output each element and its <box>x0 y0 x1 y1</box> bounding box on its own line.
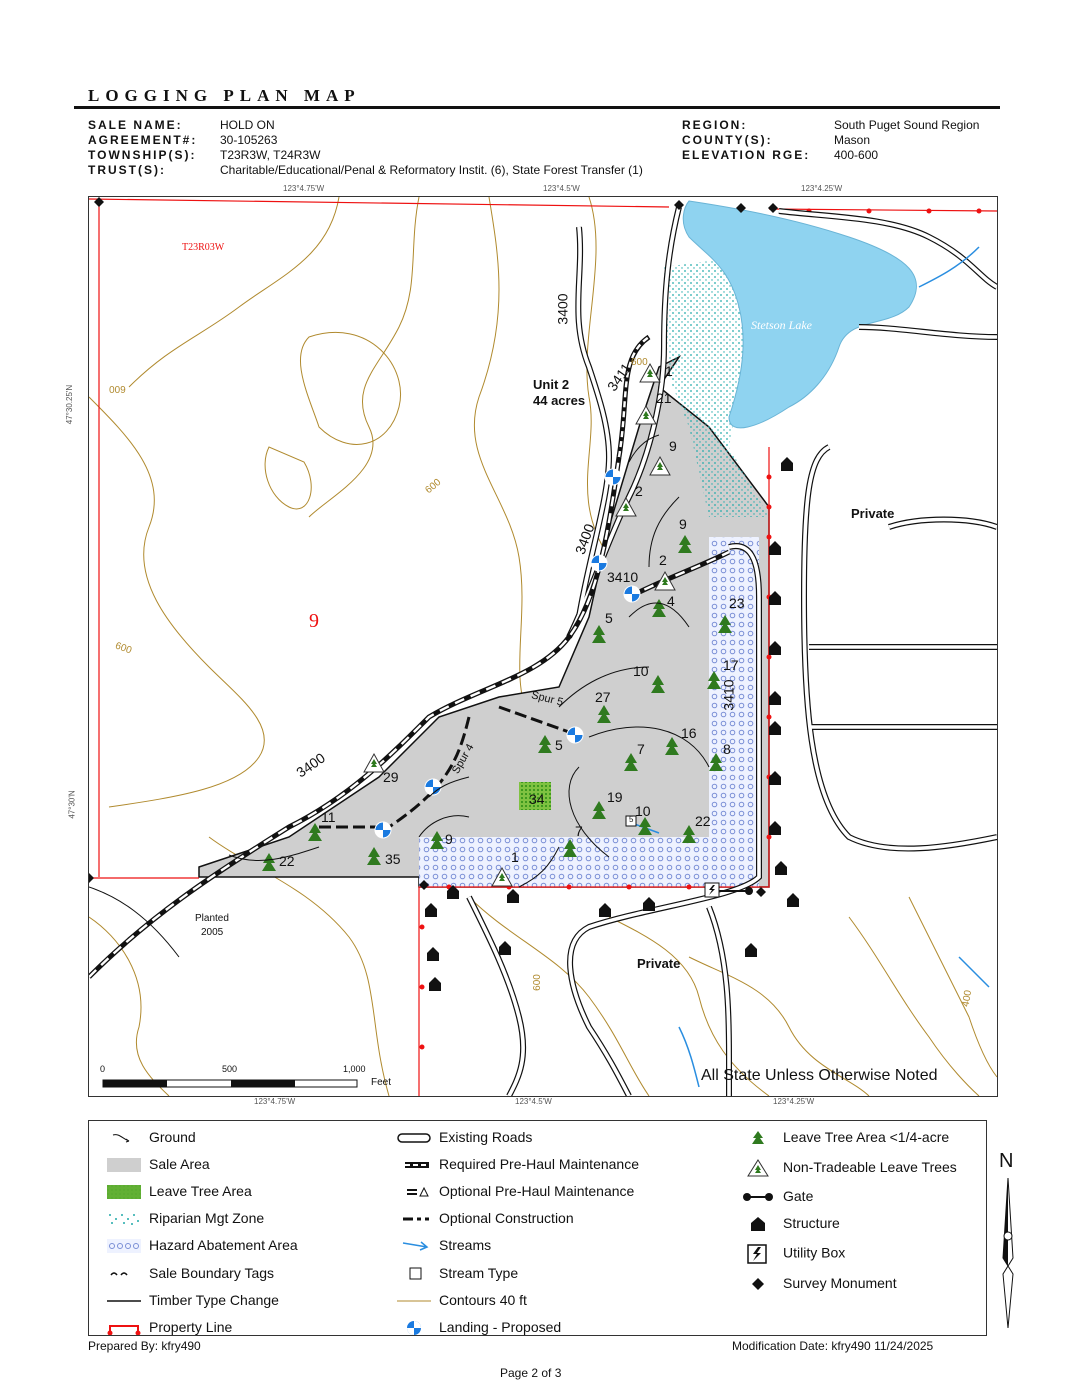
legend-gate: Gate <box>741 1188 813 1204</box>
lake-label: Stetson Lake <box>751 318 812 332</box>
planted-year: 2005 <box>201 927 224 938</box>
sale-area-swatch <box>107 1158 141 1172</box>
sale-name: HOLD ON <box>220 118 275 132</box>
stream-type-icon <box>397 1267 431 1281</box>
hazard-area-east <box>709 537 759 887</box>
tree-count: 4 <box>667 593 675 609</box>
optional-construction-icon <box>397 1212 431 1226</box>
agreement-label: AGREEMENT#: <box>88 133 198 147</box>
coord-top-1: 123°4.75'W <box>283 184 325 193</box>
section-label: 9 <box>309 610 319 632</box>
landing-icon <box>397 1321 431 1335</box>
spur-4-label: Spur 4 <box>449 741 477 777</box>
legend-leave-tree-area: Leave Tree Area <box>107 1183 252 1199</box>
optional-maintenance-icon <box>397 1185 431 1199</box>
legend-stream-type: Stream Type <box>397 1265 518 1281</box>
legend-boundary-tags: Sale Boundary Tags <box>107 1265 274 1281</box>
township: T23R3W, T24R3W <box>220 148 321 162</box>
legend <box>88 1120 987 1336</box>
tree-count: 34 <box>529 791 545 807</box>
coord-bottom-1: 123°4.75'W <box>254 1097 296 1106</box>
trust-label: TRUST(S): <box>88 163 166 177</box>
elevation: 400-600 <box>834 148 879 162</box>
hazard-swatch <box>107 1239 141 1253</box>
map-canvas <box>89 197 997 1096</box>
sale-name-label: SALE NAME: <box>88 118 183 132</box>
gate-icon <box>741 1190 775 1204</box>
header-left-values <box>220 118 643 178</box>
legend-hazard: Hazard Abatement Area <box>107 1237 298 1253</box>
legend-optional-construction: Optional Construction <box>397 1210 574 1226</box>
tree-count: 23 <box>729 595 745 611</box>
tree-count: 11 <box>321 809 336 825</box>
scale-tick-0: 0 <box>100 1064 106 1074</box>
tree-count: 10 <box>635 803 651 819</box>
county-label: COUNTY(S): <box>682 133 773 147</box>
timber-type-change <box>89 887 179 957</box>
hazard-area-south <box>419 837 709 887</box>
modification-date: Modification Date: kfry490 11/24/2025 <box>732 1339 934 1353</box>
map-frame[interactable] <box>88 196 998 1097</box>
scale-unit: Feet <box>371 1077 392 1088</box>
north-arrow-icon <box>995 1178 1021 1328</box>
agreement: 30-105263 <box>220 133 278 147</box>
legend-landing: Landing - Proposed <box>397 1319 561 1335</box>
property-line-icon <box>107 1321 141 1335</box>
existing-roads-icon <box>397 1131 431 1145</box>
timber-type-icon <box>107 1294 141 1308</box>
tree-count: 22 <box>279 853 295 869</box>
tree-count: 9 <box>679 516 687 532</box>
tree-count: 1 <box>665 363 673 379</box>
tree-count: 21 <box>656 390 672 406</box>
elevation-label: ELEVATION RGE: <box>682 148 811 162</box>
header-left <box>88 118 197 178</box>
road-label-3400-north: 3400 <box>554 293 571 325</box>
contour-label-2: 600 <box>423 476 444 497</box>
legend-property-line: Property Line <box>107 1319 232 1335</box>
tree-count: 19 <box>607 789 623 805</box>
region: South Puget Sound Region <box>834 118 980 132</box>
tree-count: 2 <box>635 483 643 499</box>
legend-timber-type: Timber Type Change <box>107 1292 279 1308</box>
tree-count: 9 <box>445 831 453 847</box>
road-label-3400-mid: 3400 <box>571 521 598 557</box>
tree-count: 35 <box>385 851 401 867</box>
stream-type-label: 5 <box>629 815 634 824</box>
utility-box-icon <box>741 1244 775 1264</box>
tree-count: 7 <box>575 823 583 839</box>
trust: Charitable/Educational/Penal & Reformatory Instit. (6), State Forest Transfer (1) <box>220 163 643 177</box>
contour-label-1: 600 <box>109 383 126 394</box>
tree-count: 2 <box>659 552 667 568</box>
state-note: All State Unless Otherwise Noted <box>701 1067 938 1084</box>
legend-required-maintenance: Required Pre-Haul Maintenance <box>397 1156 639 1172</box>
unit-label: Unit 2 <box>533 377 570 392</box>
spur-5-label: Spur 5 <box>530 689 565 709</box>
coord-top-2: 123°4.5'W <box>543 184 580 193</box>
tree-count: 8 <box>723 741 731 757</box>
road-label-3411: 3411 <box>603 360 635 394</box>
prepared-by: Prepared By: kfry490 <box>88 1339 201 1353</box>
contours-icon <box>397 1294 431 1308</box>
scale-tick-500: 500 <box>222 1064 238 1074</box>
survey-monument-icon <box>741 1277 775 1291</box>
title-rule <box>74 106 1000 109</box>
legend-non-tradeable: Non-Tradeable Leave Trees <box>741 1159 957 1177</box>
contour-label-3: 600 <box>113 640 134 657</box>
legend-utility-box: Utility Box <box>741 1244 845 1264</box>
coord-bottom-2: 123°4.5'W <box>515 1097 552 1106</box>
coord-bottom-3: 123°4.25'W <box>773 1097 815 1106</box>
legend-survey-monument: Survey Monument <box>741 1275 897 1291</box>
tree-count: 22 <box>695 813 711 829</box>
leave-tree-icon <box>741 1131 775 1145</box>
tree-count: 27 <box>595 689 611 705</box>
tree-count: 29 <box>383 769 399 785</box>
tree-count: 5 <box>605 610 613 626</box>
private-label-1: Private <box>851 506 895 521</box>
structure-icon <box>741 1217 775 1231</box>
header-right <box>682 118 810 163</box>
private-label-2: Private <box>637 956 681 971</box>
legend-ground: Ground <box>107 1129 196 1145</box>
coord-left-1: 47°30.25'N <box>65 384 75 425</box>
scale-bar <box>103 1080 357 1087</box>
required-maintenance-icon <box>397 1158 431 1172</box>
legend-structure: Structure <box>741 1215 840 1231</box>
legend-sale-area: Sale Area <box>107 1156 210 1172</box>
streams-icon <box>397 1239 431 1253</box>
legend-leave-tree-small: Leave Tree Area <1/4-acre <box>741 1129 949 1145</box>
legend-riparian: Riparian Mgt Zone <box>107 1210 264 1226</box>
legend-contours: Contours 40 ft <box>397 1292 527 1308</box>
region-label: REGION: <box>682 118 748 132</box>
non-tradeable-tree-icon <box>741 1159 775 1177</box>
leave-tree-area-swatch <box>107 1185 141 1199</box>
tree-count: 16 <box>681 725 697 741</box>
legend-optional-maintenance: Optional Pre-Haul Maintenance <box>397 1183 634 1199</box>
contour-label-5: 600 <box>631 357 648 368</box>
tree-count: 5 <box>555 737 563 753</box>
tree-count: 7 <box>637 741 645 757</box>
township-map-label: T23R03W <box>182 242 225 253</box>
legend-existing-roads: Existing Roads <box>397 1129 532 1145</box>
coord-top-3: 123°4.25'W <box>801 184 843 193</box>
riparian-swatch <box>107 1212 141 1226</box>
ground-icon <box>107 1131 141 1145</box>
contour-label-4: 600 <box>531 974 543 991</box>
map-title: LOGGING PLAN MAP <box>88 86 361 105</box>
scale-tick-1000: 1,000 <box>343 1064 366 1074</box>
contour-label-6: 400 <box>960 989 975 1008</box>
planted-label: Planted <box>195 913 229 924</box>
township-label: TOWNSHIP(S): <box>88 148 197 162</box>
tree-count: 9 <box>669 438 677 454</box>
north-label: N <box>999 1150 1014 1172</box>
boundary-tags-icon <box>107 1267 141 1281</box>
page-number: Page 2 of 3 <box>500 1366 562 1380</box>
road-label-3410: 3410 <box>720 679 737 711</box>
tree-count: 1 <box>511 849 519 865</box>
legend-streams: Streams <box>397 1237 491 1253</box>
county: Mason <box>834 133 871 147</box>
unit-acres: 44 acres <box>533 393 586 408</box>
road-label-3400-west: 3400 <box>293 749 328 781</box>
header-right-values <box>834 118 979 163</box>
road-label-3410-spur: 3410 <box>607 569 639 585</box>
tree-count: 10 <box>633 663 649 679</box>
sale-area <box>199 357 769 887</box>
tree-count: 17 <box>723 657 739 673</box>
coord-left-2: 47°30'N <box>67 790 77 819</box>
